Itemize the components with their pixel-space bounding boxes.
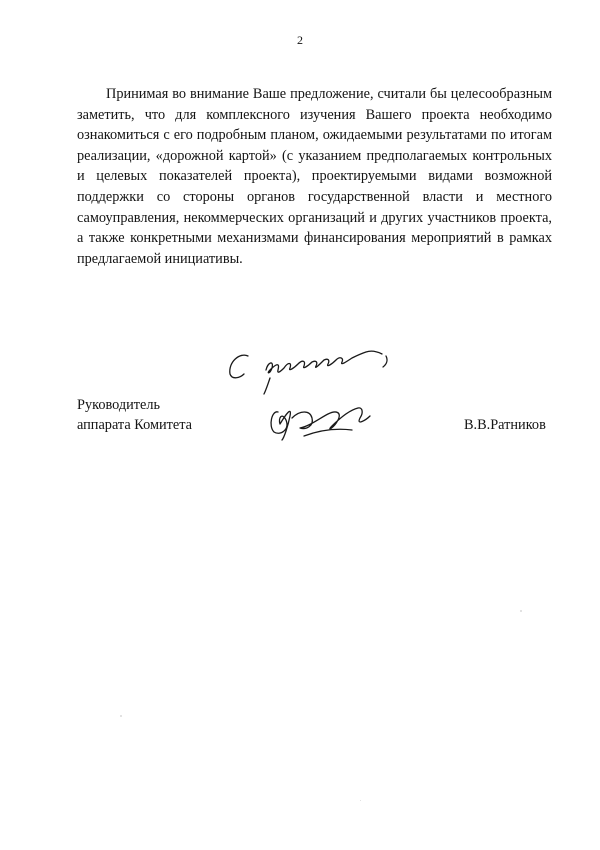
signatory-title: [77, 395, 277, 435]
page-number: 2: [297, 33, 303, 47]
signatory-title-line1: Руководитель: [77, 397, 161, 413]
body-paragraph: Принимая во внимание Ваше предложение, считали бы целесообразным заметить, что для комплексного изучения Вашего проекта необходимо ознакомиться с его подробным планом, ожидаемыми результатами по итогам реализации, «дорожной картой» (с указанием предполагаемых контрольных и целевых показателей проекта), проектируемыми видами возможной поддержки со стороны органов государственной власти и местного самоуправления, некоммерческих организаций и других участников проекта, а также конкретными механизмами финансирования мероприятий в рамках предлагаемой инициативы.: [77, 86, 552, 267]
signatory-title-line2: аппарата Комитета: [77, 417, 193, 433]
scan-speck: [520, 610, 522, 612]
signatory-name: В.В.Ратников: [464, 417, 546, 433]
scan-speck: [120, 715, 122, 717]
handwritten-closing: [230, 355, 248, 378]
scan-speck: [360, 800, 361, 801]
